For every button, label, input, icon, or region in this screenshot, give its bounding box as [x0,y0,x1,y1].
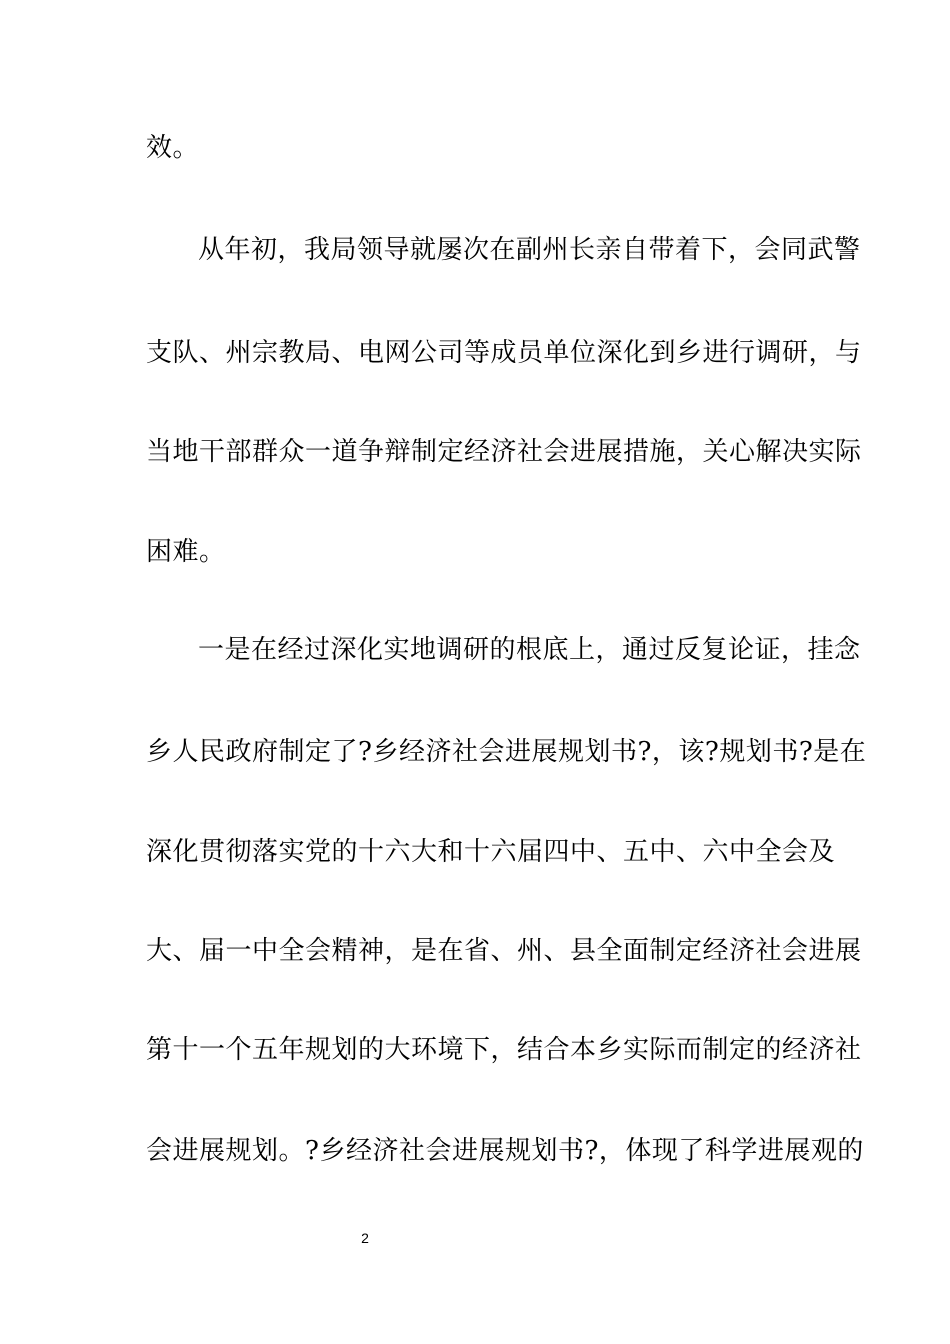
paragraph-2-line-1: 从年初，我局领导就屡次在副州长亲自带着下，会同武警 [198,235,861,265]
paragraph-3-line-4: 大、届一中全会精神，是在省、州、县全面制定经济社会进展 [146,936,862,966]
paragraph-3-line-5: 第十一个五年规划的大环境下，结合本乡实际而制定的经济社 [146,1035,862,1065]
paragraph-3-line-2: 乡人民政府制定了?乡经济社会进展规划书?，该?规划书?是在 [146,737,867,767]
paragraph-2-line-4: 困难。 [146,537,226,567]
page-number: 2 [361,1230,369,1246]
paragraph-2-line-2: 支队、州宗教局、电网公司等成员单位深化到乡进行调研，与 [146,338,862,368]
paragraph-3-line-6: 会进展规划。?乡经济社会进展规划书?，体现了科学进展观的 [146,1136,864,1166]
paragraph-3-line-3: 深化贯彻落实党的十六大和十六届四中、五中、六中全会及 [146,837,836,867]
paragraph-2-line-3: 当地干部群众一道争辩制定经济社会进展措施，关心解决实际 [146,437,862,467]
text-line-1: 效。 [146,133,200,163]
paragraph-3-line-1: 一是在经过深化实地调研的根底上，通过反复论证，挂念 [198,635,861,665]
